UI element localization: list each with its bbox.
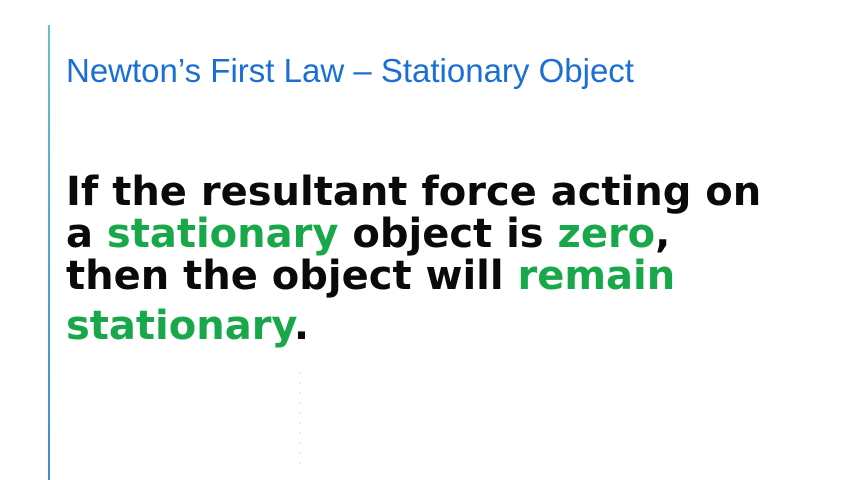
statement-line-2-pre: a: [66, 211, 107, 257]
statement-line-2: [66, 211, 826, 257]
statement-line-2-post: ,: [655, 211, 671, 257]
statement-line-3-pre: then the object will: [66, 253, 518, 299]
statement-line-1-text: If the resultant force acting on: [66, 169, 762, 215]
statement-line-4-post: .: [293, 303, 310, 349]
law-statement: [66, 169, 826, 349]
statement-line-2-mid: object is: [338, 211, 558, 257]
left-accent-line: [48, 25, 50, 480]
statement-line-3: [66, 254, 826, 298]
faint-dotted-guide: [299, 368, 301, 468]
highlight-zero: zero: [557, 211, 656, 257]
highlight-stationary: stationary: [106, 211, 339, 257]
highlight-stationary-final: stationary: [66, 303, 294, 349]
statement-line-4: [66, 298, 826, 349]
slide-title: Newton’s First Law – Stationary Object: [66, 52, 634, 89]
highlight-remain: remain: [517, 253, 676, 299]
statement-line-1: [66, 170, 826, 214]
